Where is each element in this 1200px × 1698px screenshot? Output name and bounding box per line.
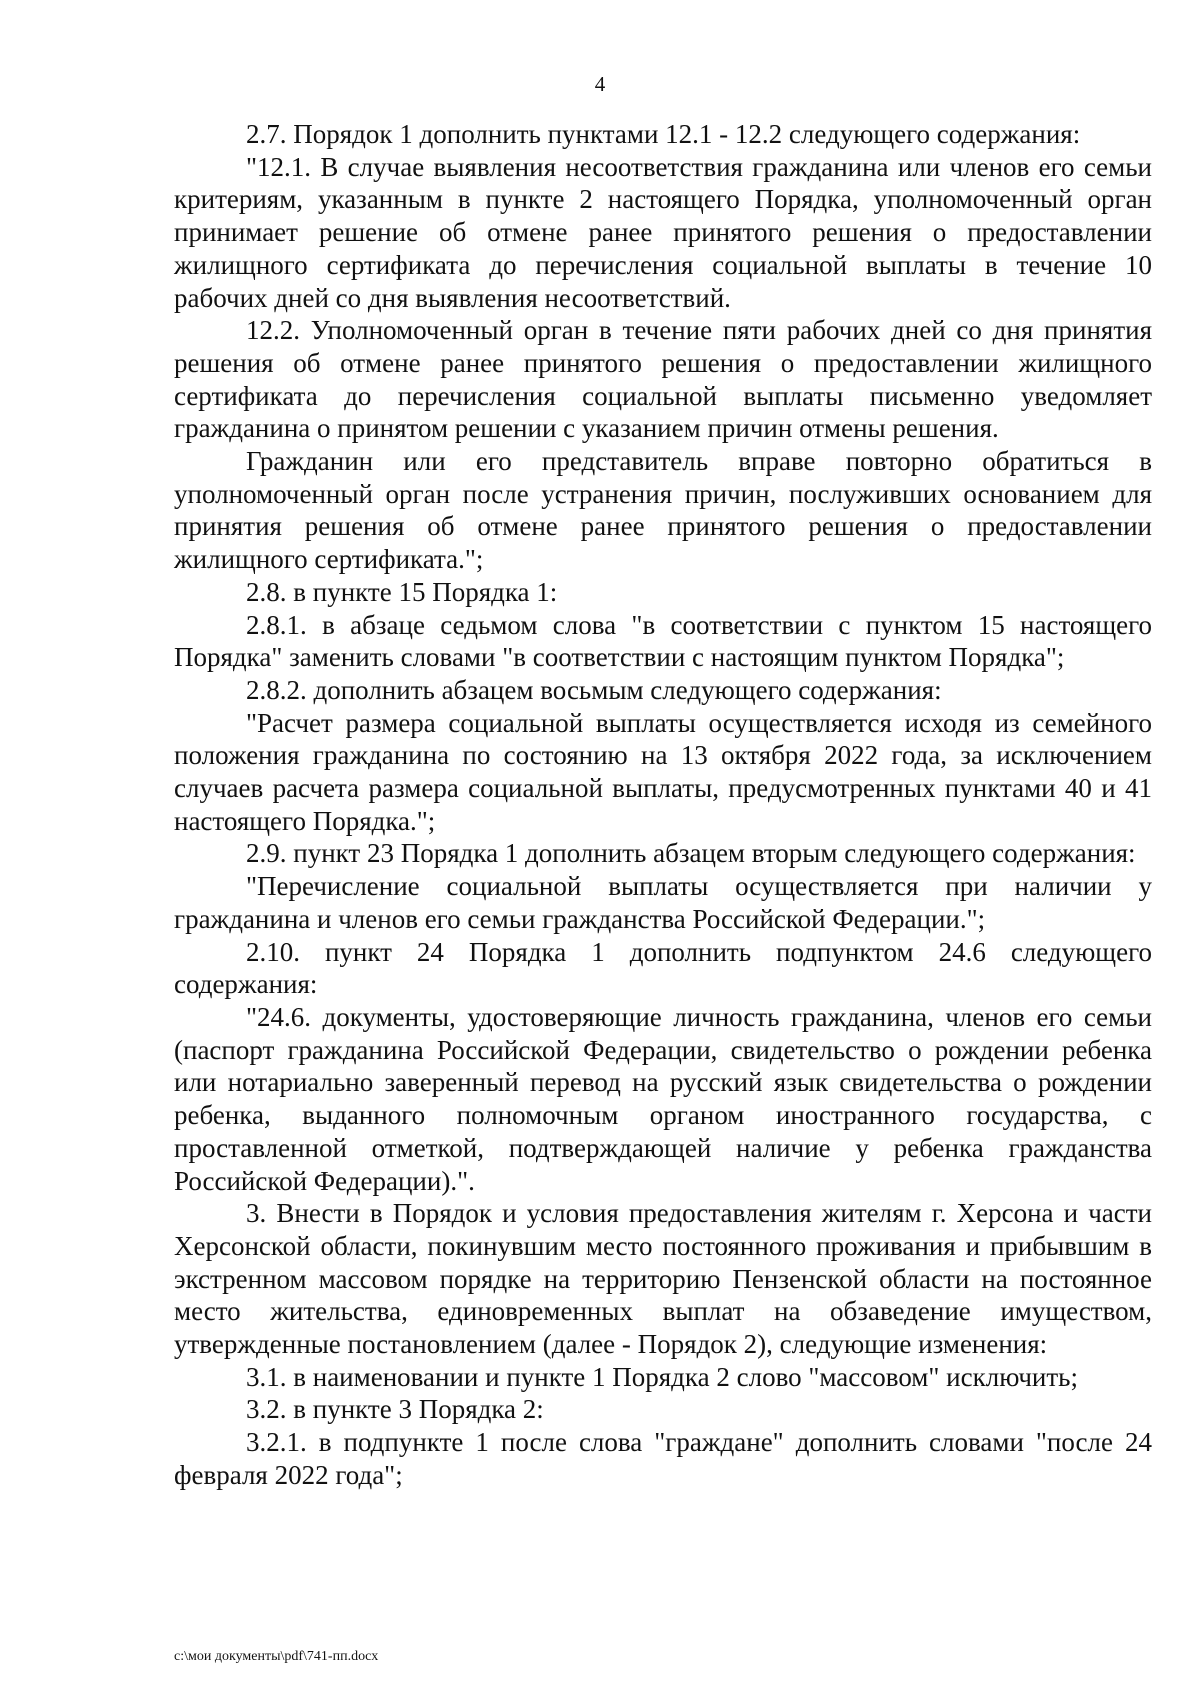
- paragraph-3-2-1: 3.2.1. в подпункте 1 после слова "граждане" дополнить словами "после 24 февраля 2022 года";: [174, 1427, 1152, 1490]
- paragraph-payment-calculation: "Расчет размера социальной выплаты осуществляется исходя из семейного положения гражданина по состоянию на 13 октября 2022 года, за исключением случаев расчета размера социальной выплаты, предусмотренных пунктами 40 и 41 настоящего Порядка.";: [174, 707, 1152, 836]
- paragraph-payment-transfer: "Перечисление социальной выплаты осуществляется при наличии у гражданина и членов его семьи гражданства Российской Федерации.";: [174, 871, 1152, 934]
- paragraph-3-1: 3.1. в наименовании и пункте 1 Порядка 2 слово "массовом" исключить;: [246, 1361, 1078, 1392]
- paragraph-2-8-2: 2.8.2. дополнить абзацем восьмым следующего содержания:: [246, 674, 942, 705]
- footer-file-path: c:\мои документы\pdf\741-пп.docx: [174, 1649, 379, 1664]
- paragraph-3-2: 3.2. в пункте 3 Порядка 2:: [246, 1394, 544, 1425]
- paragraph-12-1: "12.1. В случае выявления несоответствия гражданина или членов его семьи критериям, указанным в пункте 2 настоящего Порядка, уполномоченный орган принимает решение об отмене ранее принятого решения о предоставлении жилищного сертификата до перечисления социальной выплаты в течение 10 рабочих дней со дня выявления несоответствий.: [174, 151, 1152, 313]
- paragraph-2-8-1: 2.8.1. в абзаце седьмом слова "в соответствии с пунктом 15 настоящего Порядка" заменить словами "в соответствии с настоящим пунктом Порядка";: [174, 609, 1152, 673]
- paragraph-2-8: 2.8. в пункте 15 Порядка 1:: [246, 576, 558, 607]
- paragraph-2-10: 2.10. пункт 24 Порядка 1 дополнить подпунктом 24.6 следующего содержания:: [174, 936, 1152, 1000]
- document-body: [174, 118, 1152, 1492]
- paragraph-3: 3. Внести в Порядок и условия предоставления жителям г. Херсона и части Херсонской области, покинувшим место постоянного проживания и прибывшим в экстренном массовом порядке на территорию Пензенской области на постоянное место жительства, единовременных выплат на обзаведение имуществом, утвержденные постановлением (далее - Порядок 2), следующие изменения:: [174, 1198, 1152, 1360]
- paragraph-12-2: 12.2. Уполномоченный орган в течение пяти рабочих дней со дня принятия решения об отмене ранее принятого решения о предоставлении жилищного сертификата до перечисления социальной выплаты письменно уведомляет гражданина о принятом решении с указанием причин отмены решения.: [174, 315, 1152, 444]
- paragraph-2-9: 2.9. пункт 23 Порядка 1 дополнить абзацем вторым следующего содержания:: [246, 838, 1136, 869]
- paragraph-24-6: "24.6. документы, удостоверяющие личность гражданина, членов его семьи (паспорт гражданина Российской Федерации, свидетельство о рождении ребенка или нотариально заверенный перевод на русский язык свидетельства о рождении ребенка, выданного полномочным органом иностранного государства, с проставленной отметкой, подтверждающей наличие у ребенка гражданства Российской Федерации).".: [174, 1001, 1152, 1196]
- paragraph-citizen-appeal: Гражданин или его представитель вправе повторно обратиться в уполномоченный орган после устранения причин, послуживших основанием для принятия решения об отмене ранее принятого решения о предоставлении жилищного сертификата.";: [174, 446, 1152, 575]
- page-number: 4: [594, 72, 606, 96]
- paragraph-2-7: 2.7. Порядок 1 дополнить пунктами 12.1 - 12.2 следующего содержания:: [246, 119, 1081, 149]
